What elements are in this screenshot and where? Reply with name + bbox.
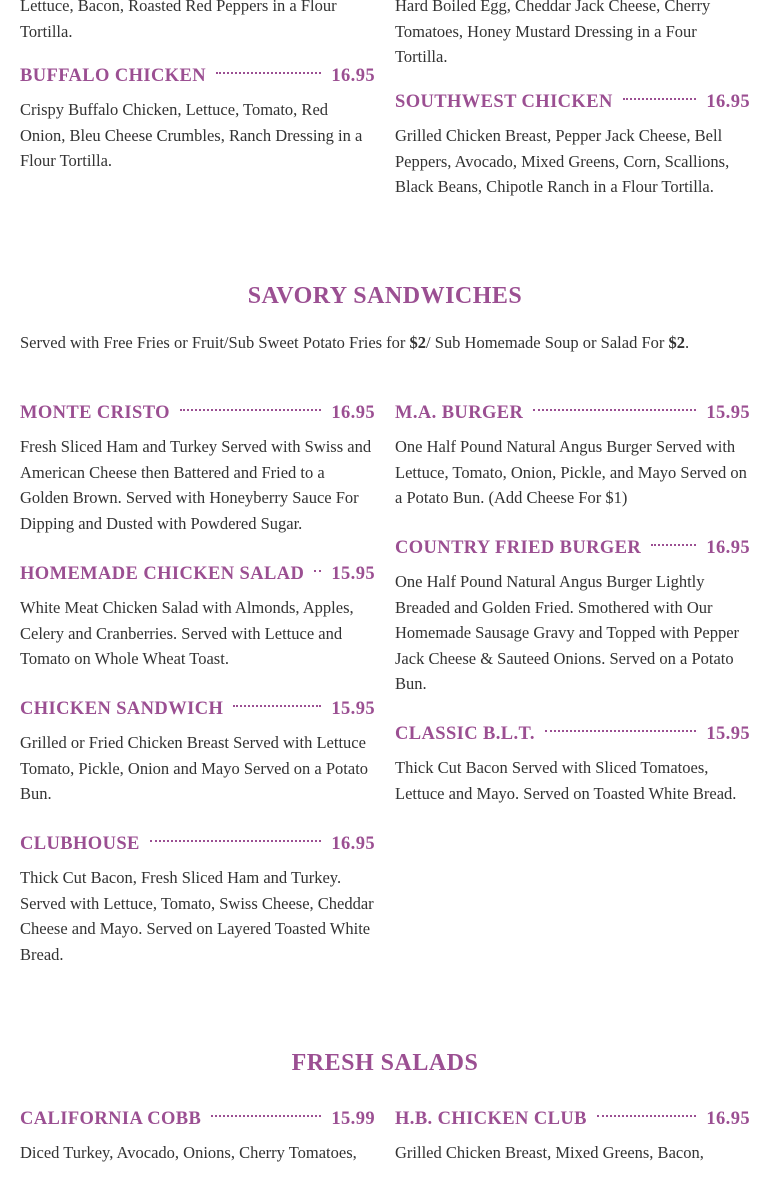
menu-item-description: Crispy Buffalo Chicken, Lettuce, Tomato, Red Onion, Bleu Cheese Crumbles, Ranch Dressing in a Flour Tortilla. <box>20 100 363 170</box>
served-price-2: $2 <box>668 333 685 352</box>
menu-item-description: One Half Pound Natural Angus Burger Served with Lettuce, Tomato, Onion, Pickle, and Mayo Served on a Potato Bun. (Add Cheese For $1) <box>395 437 747 507</box>
wrap-description-continued-right: Hard Boiled Egg, Cheddar Jack Cheese, Cherry Tomatoes, Honey Mustard Dressing in a Four Tortilla. <box>395 0 711 66</box>
served-price-1: $2 <box>409 333 427 352</box>
dot-leader <box>545 730 696 732</box>
dot-leader <box>211 1115 321 1117</box>
menu-item-name: BUFFALO CHICKEN <box>20 66 207 86</box>
menu-item-price: 16.95 <box>706 92 750 112</box>
dot-leader <box>314 570 321 572</box>
dot-leader <box>651 544 696 546</box>
dot-leader <box>150 840 322 842</box>
dot-leader <box>597 1115 697 1117</box>
menu-item-name: MONTE CRISTO <box>20 403 170 423</box>
menu-item-description: Thick Cut Bacon, Fresh Sliced Ham and Turkey. Served with Lettuce, Tomato, Swiss Cheese, Cheddar Cheese and Mayo. Served on Layered Toasted White Bread. <box>20 868 374 964</box>
wrap-description-continued-left: Lettuce, Bacon, Roasted Red Peppers in a Flour Tortilla. <box>20 0 337 41</box>
menu-item-description: Grilled or Fried Chicken Breast Served with Lettuce Tomato, Pickle, Onion and Mayo Served on a Potato Bun. <box>20 733 369 803</box>
menu-item-homemade-chicken-salad <box>20 564 375 672</box>
menu-item-clubhouse <box>20 834 375 967</box>
section-title-savory-sandwiches: SAVORY SANDWICHES <box>247 283 523 309</box>
menu-item-price: 16.95 <box>706 1109 750 1129</box>
menu-item-price: 15.95 <box>706 403 750 423</box>
menu-item-description: Grilled Chicken Breast, Pepper Jack Cheese, Bell Peppers, Avocado, Mixed Greens, Corn, Scallions, Black Beans, Chipotle Ranch in a Flour Tortilla. <box>395 126 730 196</box>
menu-item-price: 16.95 <box>331 66 375 86</box>
menu-item-price: 15.99 <box>331 1109 375 1129</box>
menu-item-description: Diced Turkey, Avocado, Onions, Cherry Tomatoes, <box>20 1143 357 1162</box>
served-text-3: . <box>685 333 690 352</box>
menu-item-price: 16.95 <box>331 834 375 854</box>
dot-leader <box>180 409 321 411</box>
menu-item-southwest-chicken <box>395 92 750 200</box>
dot-leader <box>233 705 321 707</box>
menu-item-buffalo-chicken <box>20 66 375 174</box>
dot-leader <box>533 409 696 411</box>
menu-item-name: SOUTHWEST CHICKEN <box>395 92 613 112</box>
menu-item-monte-cristo <box>20 403 375 536</box>
menu-item-chicken-sandwich <box>20 699 375 807</box>
menu-item-header <box>20 403 375 424</box>
served-text-2: / Sub Homemade Soup or Salad For <box>426 333 669 352</box>
sandwiches-served-with-note <box>20 330 760 355</box>
served-text-1: Served with Free Fries or Fruit/Sub Sweet Potato Fries for <box>20 333 410 352</box>
menu-item-name: CALIFORNIA COBB <box>20 1109 202 1129</box>
menu-item-header <box>20 66 375 87</box>
menu-item-description: White Meat Chicken Salad with Almonds, Apples, Celery and Cranberries. Served with Lettuce and Tomato on Whole Wheat Toast. <box>20 598 354 668</box>
menu-item-price: 16.95 <box>331 403 375 423</box>
menu-item-name: H.B. CHICKEN CLUB <box>395 1109 587 1129</box>
menu-item-name: HOMEMADE CHICKEN SALAD <box>20 564 305 584</box>
dot-leader <box>216 72 321 74</box>
menu-item-header <box>395 538 750 559</box>
menu-item-name: CHICKEN SANDWICH <box>20 699 224 719</box>
menu-item-description: Grilled Chicken Breast, Mixed Greens, Bacon, <box>395 1143 704 1162</box>
section-title-fresh-salads: FRESH SALADS <box>291 1050 479 1076</box>
menu-item-header <box>395 92 750 113</box>
menu-item-price: 16.95 <box>706 538 750 558</box>
menu-item-header <box>20 1109 375 1130</box>
menu-item-header <box>20 699 375 720</box>
menu-item-price: 15.95 <box>706 724 750 744</box>
menu-item-header <box>20 564 375 585</box>
menu-item-header <box>20 834 375 855</box>
menu-item-header <box>395 403 750 424</box>
menu-item-header <box>395 1109 750 1130</box>
menu-item-name: M.A. BURGER <box>395 403 524 423</box>
menu-item-classic-blt <box>395 724 750 806</box>
menu-item-name: CLUBHOUSE <box>20 834 140 854</box>
menu-item-price: 15.95 <box>331 699 375 719</box>
menu-item-country-fried-burger <box>395 538 750 697</box>
menu-item-description: Fresh Sliced Ham and Turkey Served with Swiss and American Cheese then Battered and Fried to a Golden Brown. Served with Honeyberry Sauce For Dipping and Dusted with Powdered Sugar. <box>20 437 372 533</box>
menu-item-price: 15.95 <box>331 564 375 584</box>
menu-item-hb-chicken-club <box>395 1109 750 1166</box>
menu-item-california-cobb <box>20 1109 375 1166</box>
menu-item-description: One Half Pound Natural Angus Burger Lightly Breaded and Golden Fried. Smothered with Our Homemade Sausage Gravy and Topped with Pepper Jack Cheese & Sauteed Onions. Served on a Potato Bun. <box>395 572 740 693</box>
dot-leader <box>623 98 697 100</box>
menu-item-ma-burger <box>395 403 750 511</box>
menu-item-name: CLASSIC B.L.T. <box>395 724 535 744</box>
menu-item-name: COUNTRY FRIED BURGER <box>395 538 642 558</box>
menu-item-description: Thick Cut Bacon Served with Sliced Tomatoes, Lettuce and Mayo. Served on Toasted White Bread. <box>395 758 737 803</box>
menu-item-header <box>395 724 750 745</box>
